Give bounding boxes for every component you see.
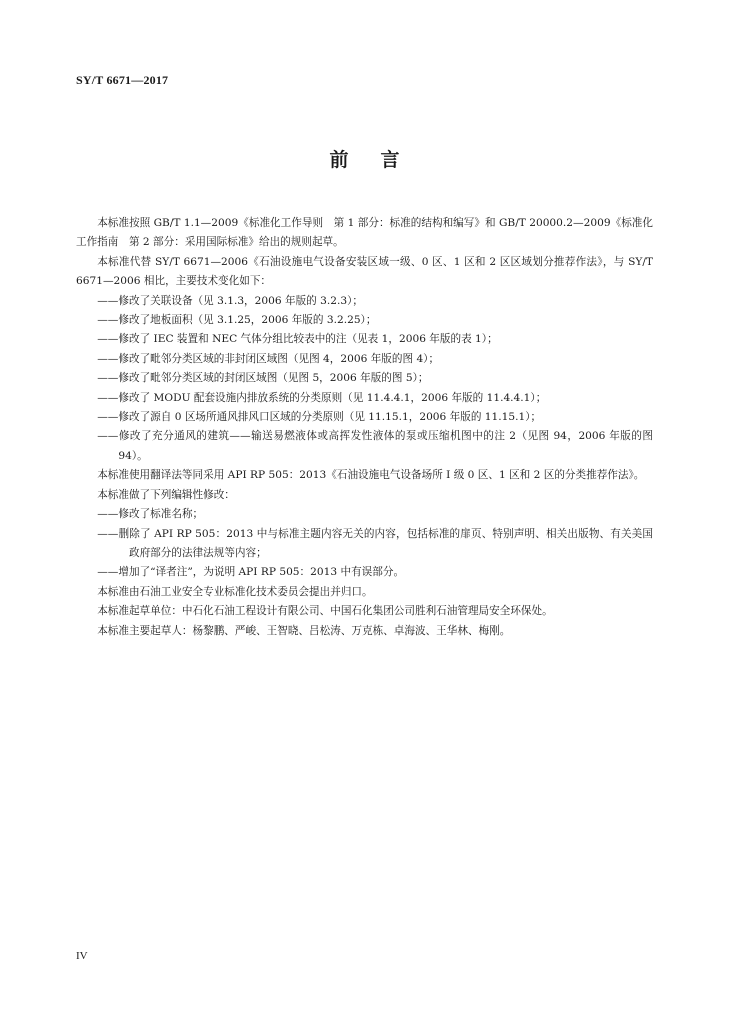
- list-item: ——修改了毗邻分类区域的封闭区域图（见图 5，2006 年版的图 5）；: [97, 372, 429, 385]
- list-item: ——修改了标准名称；: [97, 508, 204, 521]
- page-number: IV: [76, 950, 88, 962]
- list-item: ——删除了 API RP 505：2013 中与标准主题内容无关的内容，包括标准的扉页、特别声明、相关出版物、有关美国政府部分的法律法规等内容；: [97, 527, 653, 559]
- editorial-changes-list: [76, 505, 653, 583]
- paragraph-editorial-intro: 本标准做了下列编辑性修改：: [97, 488, 235, 501]
- list-item: ——修改了充分通风的建筑——输送易燃液体或高挥发性液体的泵或压缩机图中的注 2（见图 94，2006 年版的图 94）。: [97, 430, 653, 462]
- paragraph-drafters: 本标准主要起草人：杨黎鹏、严峻、王智晓、吕松涛、万克栋、卓海波、王华林、梅刚。: [97, 624, 511, 637]
- foreword-body: [76, 214, 653, 641]
- list-item: ——修改了源自 0 区场所通风排风口区域的分类原则（见 11.15.1，2006 年版的 11.15.1）；: [97, 411, 542, 424]
- paragraph-adoption: 本标准使用翻译法等同采用 API RP 505：2013《石油设施电气设备场所 I 级 0 区、1 区和 2 区的分类推荐作法》。: [97, 469, 645, 482]
- list-item: ——修改了地板面积（见 3.1.25，2006 年版的 3.2.25）；: [97, 314, 377, 327]
- paragraph-drafting-rules: 本标准按照 GB/T 1.1—2009《标准化工作导则 第 1 部分：标准的结构和编写》和 GB/T 20000.2—2009《标准化工作指南 第 2 部分：采用国际标准》给出的规则起草。: [76, 217, 653, 249]
- paragraph-proposer: 本标准由石油工业安全专业标准化技术委员会提出并归口。: [97, 585, 373, 598]
- list-item: ——修改了 IEC 装置和 NEC 气体分组比较表中的注（见表 1，2006 年版的表 1）；: [97, 333, 498, 346]
- list-item: ——修改了 MODU 配套设施内排放系统的分类原则（见 11.4.4.1，2006 年版的 11.4.4.1）；: [97, 391, 547, 404]
- list-item: ——修改了毗邻分类区域的非封闭区域图（见图 4，2006 年版的图 4）；: [97, 352, 440, 365]
- technical-changes-list: [76, 292, 653, 467]
- standard-code: SY/T 6671—2017: [76, 73, 169, 87]
- page-title: 前言: [329, 149, 432, 171]
- paragraph-drafting-units: 本标准起草单位：中石化石油工程设计有限公司、中国石化集团公司胜利石油管理局安全环保处。: [97, 605, 553, 618]
- list-item: ——修改了关联设备（见 3.1.3，2006 年版的 3.2.3）；: [97, 294, 363, 307]
- paragraph-replaces: 本标准代替 SY/T 6671—2006《石油设施电气设备安装区域一级、0 区、1 区和 2 区区域划分推荐作法》，与 SY/T 6671—2006 相比，主要技术变化如下：: [76, 255, 653, 288]
- list-item: ——增加了“译者注”，为说明 API RP 505：2013 中有误部分。: [97, 566, 405, 579]
